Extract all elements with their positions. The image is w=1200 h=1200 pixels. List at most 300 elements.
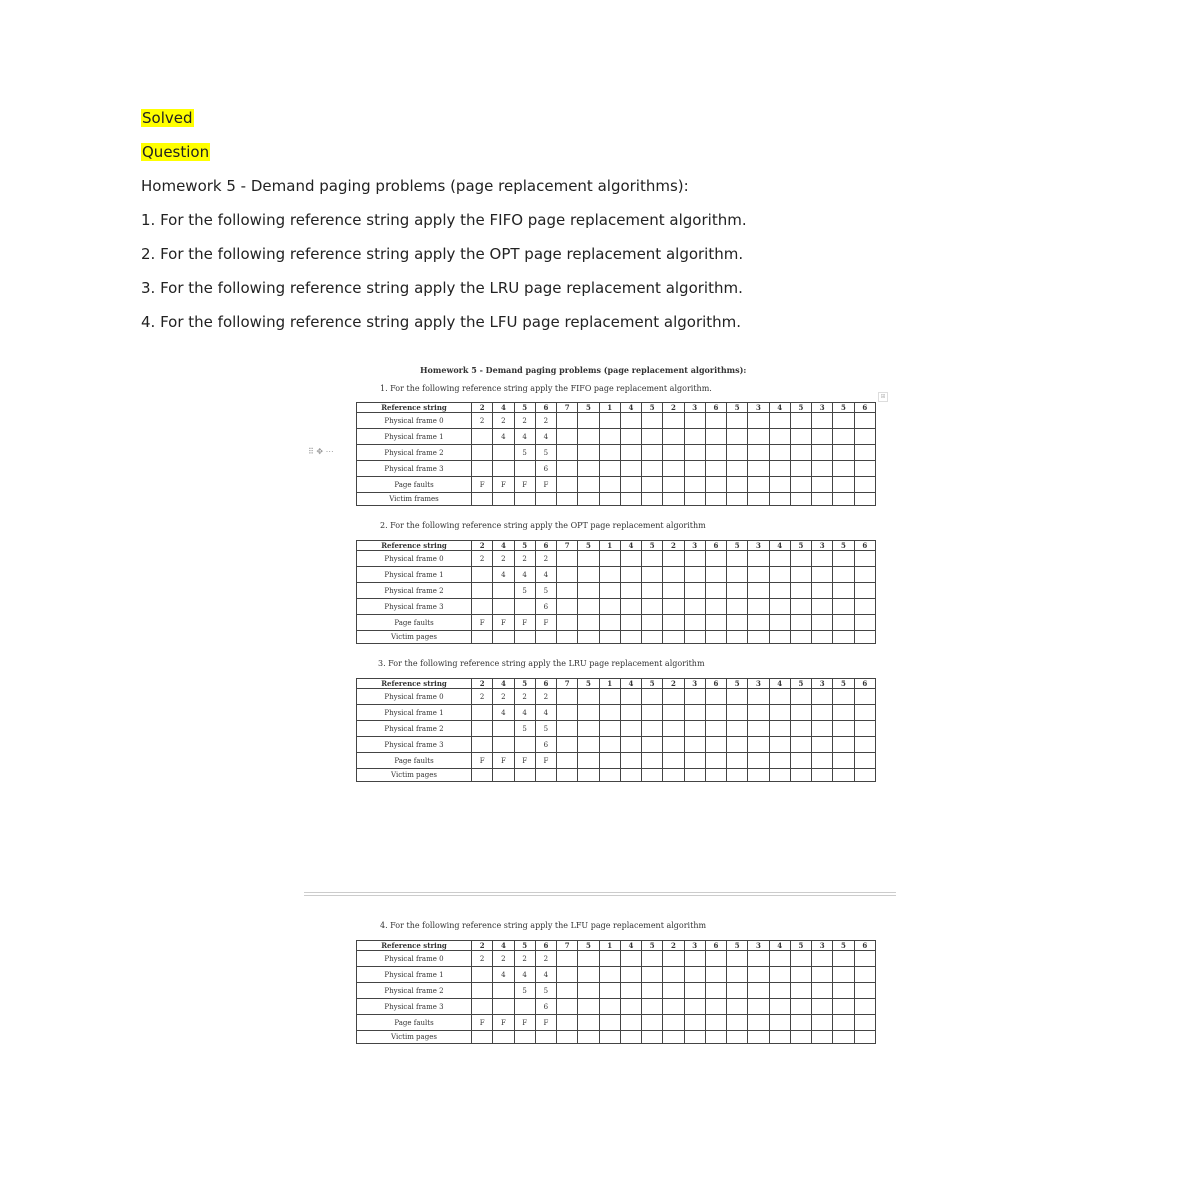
fault-cell: F [472,753,493,769]
frame-cell [557,951,578,967]
frame-cell [578,599,599,615]
frame-cell [812,967,833,983]
fifo-table [356,402,876,506]
row-label: Page faults [357,753,472,769]
frame-cell [812,429,833,445]
frame-cell: 2 [493,689,514,705]
frame-cell [620,599,641,615]
reference-cell: 1 [599,403,620,413]
fault-cell [854,753,876,769]
frame-cell [790,599,811,615]
reference-cell: 2 [472,403,493,413]
frame-cell [684,583,705,599]
frame-cell [854,705,876,721]
fault-cell [854,615,876,631]
frame-cell [557,967,578,983]
frame-cell [663,983,684,999]
frame-cell [620,983,641,999]
row-label: Reference string [357,541,472,551]
frame-cell [833,429,854,445]
frame-cell: 4 [493,429,514,445]
reference-cell: 1 [599,679,620,689]
frame-cell [790,567,811,583]
reference-cell: 6 [535,679,556,689]
fault-cell [642,477,663,493]
frame-cell [790,551,811,567]
frame-cell [833,967,854,983]
frame-cell [854,461,876,477]
frame-cell [599,689,620,705]
fault-cell [578,753,599,769]
frame-cell [748,551,769,567]
victim-cell [833,493,854,506]
frame-cell [472,567,493,583]
frame-cell [620,445,641,461]
victim-cell [748,493,769,506]
frame-cell [727,983,748,999]
fault-cell [833,615,854,631]
frame-cell [790,705,811,721]
row-label: Physical frame 3 [357,461,472,477]
reference-cell: 5 [642,403,663,413]
frame-cell [578,567,599,583]
frame-cell: 5 [535,983,556,999]
frame-cell [790,737,811,753]
fault-cell [769,477,790,493]
frame-cell [705,583,726,599]
reference-cell: 5 [642,541,663,551]
frame-cell: 4 [514,429,535,445]
frame-cell [578,721,599,737]
frame-cell: 4 [535,705,556,721]
frame-cell [663,721,684,737]
victim-cell [748,1031,769,1044]
frame-cell [472,583,493,599]
frame-cell [663,705,684,721]
frame-cell [514,599,535,615]
reference-cell: 6 [854,941,876,951]
frame-cell [769,599,790,615]
frame-cell [748,721,769,737]
frame-cell [472,967,493,983]
frame-cell [493,583,514,599]
frame-cell [472,721,493,737]
frame-cell [642,951,663,967]
frame-cell: 5 [535,583,556,599]
frame-cell [578,429,599,445]
fault-cell [790,477,811,493]
frame-cell [812,689,833,705]
frame-cell [705,429,726,445]
reference-cell: 3 [812,679,833,689]
frame-cell [854,429,876,445]
fault-cell [599,1015,620,1031]
victim-cell [812,631,833,644]
page-divider [304,892,896,893]
resize-handle-icon[interactable]: ⊞ [878,392,888,402]
frame-cell [557,705,578,721]
opt-table [356,540,876,644]
frame-cell [663,461,684,477]
frame-cell [833,983,854,999]
frame-cell [642,429,663,445]
fault-cell [578,477,599,493]
fault-cell [854,1015,876,1031]
frame-cell: 2 [514,413,535,429]
fault-cell [663,753,684,769]
fault-cell [663,615,684,631]
frame-cell [705,461,726,477]
fault-cell: F [514,753,535,769]
frame-cell: 4 [535,567,556,583]
opt-caption: 2. For the following reference string apply the OPT page replacement algorithm [380,521,706,530]
row-label: Physical frame 0 [357,689,472,705]
frame-cell [599,429,620,445]
question-4: 4. For the following reference string apply the LFU page replacement algorithm. [141,313,742,331]
victim-cell [684,631,705,644]
frame-cell [790,689,811,705]
victim-cell [578,769,599,782]
frame-cell: 5 [514,721,535,737]
question-badge: Question [142,143,210,161]
frame-cell [599,983,620,999]
fault-cell [769,1015,790,1031]
frame-cell [472,599,493,615]
lfu-table [356,940,876,1044]
reference-cell: 3 [812,541,833,551]
reference-cell: 6 [854,403,876,413]
victim-cell [535,769,556,782]
frame-row [357,967,876,983]
frame-cell [557,567,578,583]
victim-cell [578,493,599,506]
faults-row [357,615,876,631]
question-2: 2. For the following reference string apply the OPT page replacement algorithm. [141,245,744,263]
frame-cell [663,551,684,567]
fault-cell [684,753,705,769]
row-label: Physical frame 2 [357,445,472,461]
frame-cell: 2 [514,551,535,567]
victim-cell [514,493,535,506]
lfu-caption: 4. For the following reference string apply the LFU page replacement algorithm [380,921,707,930]
fault-cell: F [493,477,514,493]
frame-cell [727,551,748,567]
fifo-caption: 1. For the following reference string apply the FIFO page replacement algorithm. [380,384,712,393]
frame-cell [472,737,493,753]
frame-cell [769,445,790,461]
frame-cell [642,551,663,567]
fault-cell [833,1015,854,1031]
reference-cell: 5 [727,941,748,951]
fault-cell [833,477,854,493]
fault-cell [705,753,726,769]
fault-cell [599,477,620,493]
frame-cell [812,583,833,599]
frame-cell [833,445,854,461]
fault-cell: F [535,615,556,631]
fault-cell [812,753,833,769]
victim-cell [769,631,790,644]
reference-cell: 5 [833,679,854,689]
victims-row [357,631,876,644]
frame-cell [620,705,641,721]
reference-row [357,541,876,551]
frame-cell [557,429,578,445]
frame-cell [578,705,599,721]
victim-cell [557,1031,578,1044]
frame-cell [705,705,726,721]
reference-cell: 5 [727,403,748,413]
victim-cell [620,1031,641,1044]
frame-cell [642,461,663,477]
image-heading: Homework 5 - Demand paging problems (page replacement algorithms): [420,365,747,375]
frame-cell: 2 [535,551,556,567]
frame-cell [684,551,705,567]
frame-cell [833,461,854,477]
victim-cell [493,493,514,506]
reference-cell: 4 [493,679,514,689]
reference-cell: 5 [790,941,811,951]
victim-cell [812,1031,833,1044]
frame-cell [557,445,578,461]
frame-cell [854,737,876,753]
frame-cell [620,967,641,983]
victim-cell [472,493,493,506]
frame-cell [790,461,811,477]
frame-cell [748,967,769,983]
victim-cell [790,1031,811,1044]
victim-cell [557,493,578,506]
fault-cell: F [514,477,535,493]
row-label: Physical frame 3 [357,737,472,753]
reference-cell: 5 [642,679,663,689]
frame-cell [599,721,620,737]
frame-cell [684,429,705,445]
reference-cell: 6 [854,679,876,689]
fault-cell [620,1015,641,1031]
victim-cell [705,769,726,782]
frame-cell [599,445,620,461]
frame-cell [748,461,769,477]
reference-cell: 2 [472,541,493,551]
frame-cell [578,689,599,705]
fault-cell [748,753,769,769]
frame-cell [663,999,684,1015]
frame-cell [705,551,726,567]
frame-cell [727,599,748,615]
row-label: Page faults [357,477,472,493]
victim-cell [535,493,556,506]
frame-cell: 4 [493,567,514,583]
frame-row [357,599,876,615]
frame-cell [684,705,705,721]
victim-cell [748,631,769,644]
frame-row [357,583,876,599]
row-label: Victim pages [357,769,472,782]
victim-cell [535,631,556,644]
frame-cell [769,429,790,445]
frame-cell [684,721,705,737]
fault-cell [727,1015,748,1031]
frame-cell [833,951,854,967]
reference-cell: 6 [535,541,556,551]
fault-cell [727,753,748,769]
frame-cell [790,967,811,983]
frame-cell [514,461,535,477]
row-label: Victim pages [357,1031,472,1044]
frame-cell [642,999,663,1015]
frame-cell: 2 [472,689,493,705]
frame-cell [642,583,663,599]
victim-cell [748,769,769,782]
frame-cell [727,461,748,477]
frame-cell [748,737,769,753]
frame-cell [684,967,705,983]
frame-cell [769,737,790,753]
frame-cell [854,567,876,583]
frame-cell [705,689,726,705]
question-3: 3. For the following reference string apply the LRU page replacement algorithm. [141,279,743,297]
row-label: Physical frame 1 [357,567,472,583]
victim-cell [514,1031,535,1044]
frame-cell: 5 [514,583,535,599]
fault-cell [684,615,705,631]
fault-cell [620,477,641,493]
fault-cell [790,1015,811,1031]
frame-cell: 2 [514,951,535,967]
fault-cell [812,1015,833,1031]
frame-cell [812,705,833,721]
victim-cell [514,769,535,782]
frame-cell [769,413,790,429]
frame-cell [642,737,663,753]
victim-cell [727,631,748,644]
frame-cell [727,413,748,429]
frame-cell [812,413,833,429]
reference-cell: 6 [535,941,556,951]
frame-cell: 6 [535,999,556,1015]
reference-row [357,679,876,689]
row-label: Page faults [357,1015,472,1031]
victim-cell [599,631,620,644]
frame-cell [557,999,578,1015]
drag-handle-icon[interactable]: ⠿ ✥ ⋯ [308,447,334,456]
fault-cell [727,615,748,631]
reference-cell: 7 [557,403,578,413]
frame-cell [705,445,726,461]
frame-cell [705,567,726,583]
lru-caption: 3. For the following reference string apply the LRU page replacement algorithm [378,659,705,668]
row-label: Physical frame 2 [357,721,472,737]
fault-cell [748,615,769,631]
frame-cell: 6 [535,599,556,615]
frame-cell [854,721,876,737]
frame-cell [790,413,811,429]
victim-cell [833,631,854,644]
frame-cell: 4 [493,705,514,721]
frame-cell [727,567,748,583]
victim-cell [514,631,535,644]
reference-cell: 5 [833,403,854,413]
frame-cell [642,705,663,721]
reference-cell: 4 [769,679,790,689]
frame-cell [663,413,684,429]
frame-cell [727,705,748,721]
victim-cell [642,769,663,782]
frame-cell [748,951,769,967]
frame-cell [599,413,620,429]
frame-cell [557,461,578,477]
frame-cell [833,721,854,737]
frame-cell [642,967,663,983]
frame-cell [599,967,620,983]
frame-cell [727,583,748,599]
reference-cell: 4 [620,941,641,951]
frame-cell [472,999,493,1015]
frame-cell [812,445,833,461]
victim-cell [790,493,811,506]
fault-cell [642,753,663,769]
reference-cell: 3 [812,941,833,951]
reference-cell: 4 [769,941,790,951]
frame-cell [620,737,641,753]
lru-table [356,678,876,782]
frame-cell: 2 [535,413,556,429]
victim-cell [578,631,599,644]
row-label: Reference string [357,403,472,413]
frame-cell [557,983,578,999]
frame-cell [854,599,876,615]
fault-cell [705,1015,726,1031]
frame-cell: 2 [535,951,556,967]
victims-row [357,493,876,506]
frame-cell [854,413,876,429]
frame-cell [620,567,641,583]
row-label: Reference string [357,941,472,951]
reference-cell: 2 [663,941,684,951]
frame-cell [663,567,684,583]
victims-row [357,1031,876,1044]
frame-cell [472,983,493,999]
frame-cell [599,951,620,967]
frame-cell [642,567,663,583]
frame-cell: 5 [535,445,556,461]
victim-cell [812,493,833,506]
reference-cell: 2 [472,679,493,689]
victim-cell [663,1031,684,1044]
fault-cell [705,477,726,493]
frame-cell [854,951,876,967]
row-label: Physical frame 0 [357,413,472,429]
frame-cell [790,951,811,967]
fault-cell [557,477,578,493]
frame-cell [599,583,620,599]
frame-cell [727,951,748,967]
reference-cell: 2 [663,679,684,689]
reference-cell: 6 [705,403,726,413]
reference-cell: 4 [620,679,641,689]
frame-cell: 6 [535,737,556,753]
frame-cell [833,583,854,599]
victim-cell [642,1031,663,1044]
frame-cell [769,967,790,983]
frame-cell [493,721,514,737]
frame-cell: 2 [493,951,514,967]
fault-cell: F [535,753,556,769]
frame-row [357,983,876,999]
solved-badge: Solved [142,109,193,127]
frame-cell [812,599,833,615]
